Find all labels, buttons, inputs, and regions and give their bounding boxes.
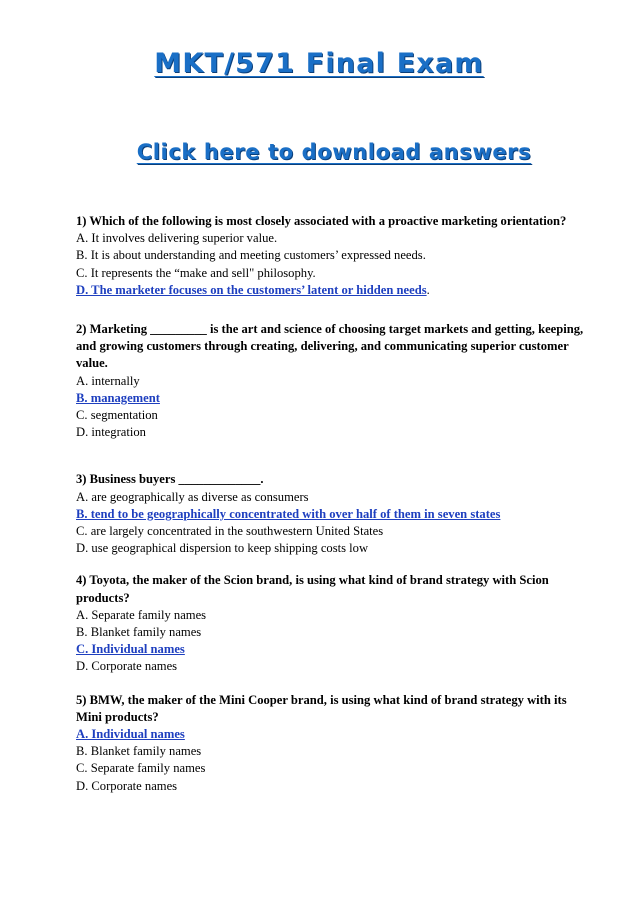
question-3	[76, 471, 586, 557]
option-c: C. are largely concentrated in the southwestern United States	[76, 524, 384, 539]
option-c: C. It represents the “make and sell" philosophy.	[76, 265, 316, 280]
option-b: B. Blanket family names	[76, 625, 202, 640]
option-d: D. use geographical dispersion to keep shipping costs low	[76, 541, 369, 556]
question-text: 2) Marketing _________ is the art and science of choosing target markets and getting, keeping, and growing customers through creating, delivering, and communicating superior customer value.	[76, 322, 584, 371]
option-a: A. Separate family names	[76, 607, 207, 622]
answer-link[interactable]: B. management	[76, 390, 160, 405]
question-text: 1) Which of the following is most closely associated with a proactive marketing orientation?	[76, 214, 567, 228]
question-1	[76, 213, 586, 299]
answer-link[interactable]: A. Individual names	[76, 727, 185, 742]
answer-link[interactable]: C. Individual names	[76, 642, 185, 657]
question-text: 5) BMW, the maker of the Mini Cooper brand, is using what kind of brand strategy with its Mini products?	[76, 692, 567, 724]
question-5	[76, 692, 586, 795]
option-c: C. segmentation	[76, 408, 158, 423]
option-b: B. Blanket family names	[76, 744, 202, 759]
question-list	[76, 213, 586, 795]
option-a: A. are geographically as diverse as consumers	[76, 489, 309, 504]
question-2	[76, 321, 586, 441]
answer-link[interactable]: B. tend to be geographically concentrated with over half of them in seven states	[76, 506, 501, 521]
download-answers-link[interactable]: Click here to download answers	[136, 140, 532, 164]
option-d-line	[76, 282, 586, 299]
page-title: MKT/571 Final Exam	[154, 48, 484, 79]
answer-link[interactable]: D. The marketer focuses on the customers’ latent or hidden needs	[76, 282, 427, 297]
option-a: A. internally	[76, 373, 140, 388]
option-d: D. integration	[76, 425, 146, 440]
option-d: D. Corporate names	[76, 778, 178, 793]
option-c: C. Separate family names	[76, 761, 206, 776]
answer-suffix: .	[426, 282, 430, 297]
question-text: 4) Toyota, the maker of the Scion brand, is using what kind of brand strategy with Scion products?	[76, 573, 549, 605]
option-d: D. Corporate names	[76, 659, 178, 674]
option-a: A. It involves delivering superior value.	[76, 231, 278, 246]
option-b: B. It is about understanding and meeting customers’ expressed needs.	[76, 248, 426, 263]
question-4	[76, 572, 586, 675]
question-text: 3) Business buyers _____________.	[76, 472, 264, 487]
